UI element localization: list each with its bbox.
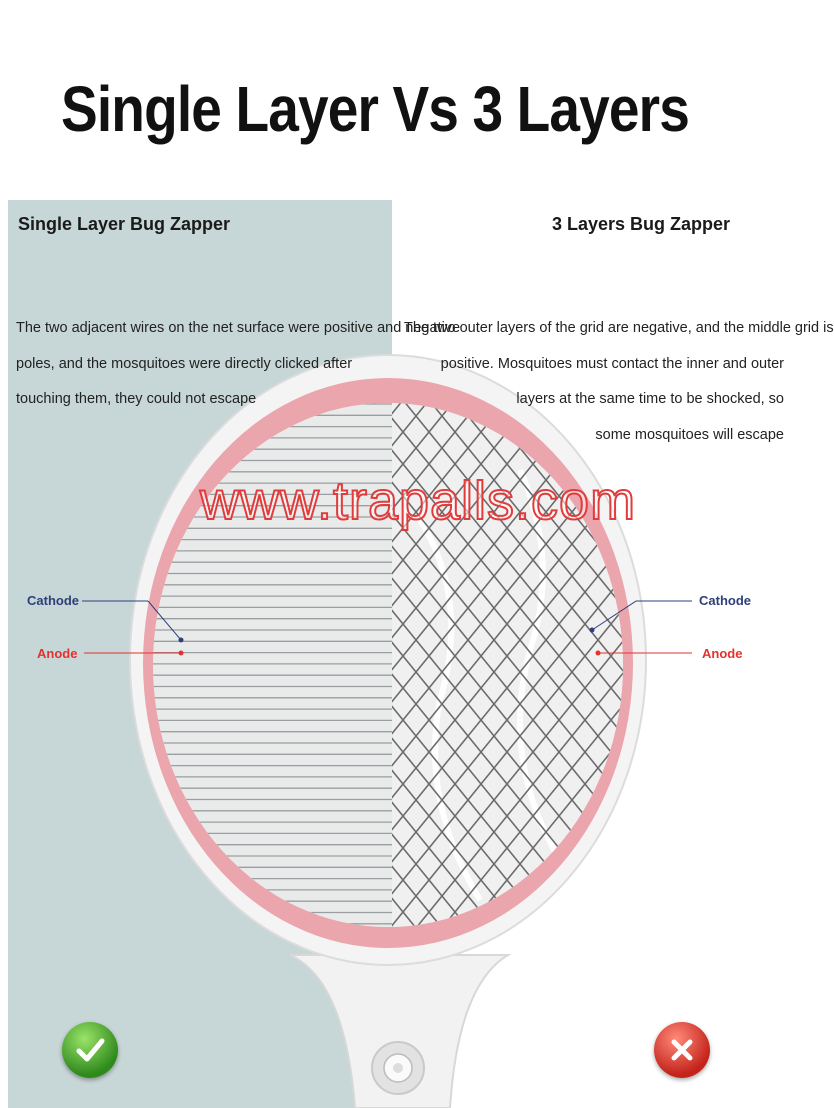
description-line: layers at the same time to be shocked, so xyxy=(516,391,784,407)
single-layer-heading: Single Layer Bug Zapper xyxy=(18,214,231,234)
description-line: The two outer layers of the grid are negative, and the middle grid is xyxy=(404,320,834,336)
cross-icon xyxy=(654,1022,710,1078)
left-anode-label: Anode xyxy=(37,646,78,661)
page-title: Single Layer Vs 3 Layers xyxy=(61,73,689,145)
right-cathode-label: Cathode xyxy=(699,593,751,608)
description-line: poles, and the mosquitoes were directly clicked after xyxy=(16,355,353,372)
left-cathode-label: Cathode xyxy=(27,593,79,608)
description-line: positive. Mosquitoes must contact the inner and outer xyxy=(440,355,784,372)
watermark-text: www.trapalls.com xyxy=(199,471,637,531)
three-layer-heading: 3 Layers Bug Zapper xyxy=(552,214,731,234)
description-line: some mosquitoes will escape xyxy=(595,426,784,443)
description-line: touching them, they could not escape xyxy=(16,391,257,407)
right-anode-label: Anode xyxy=(702,646,743,661)
description-line: The two adjacent wires on the net surface were positive and negative xyxy=(16,320,461,336)
three-layer-description xyxy=(404,311,834,453)
single-layer-description xyxy=(16,311,461,418)
racket-led-button xyxy=(372,1042,424,1094)
checkmark-icon xyxy=(62,1022,118,1078)
